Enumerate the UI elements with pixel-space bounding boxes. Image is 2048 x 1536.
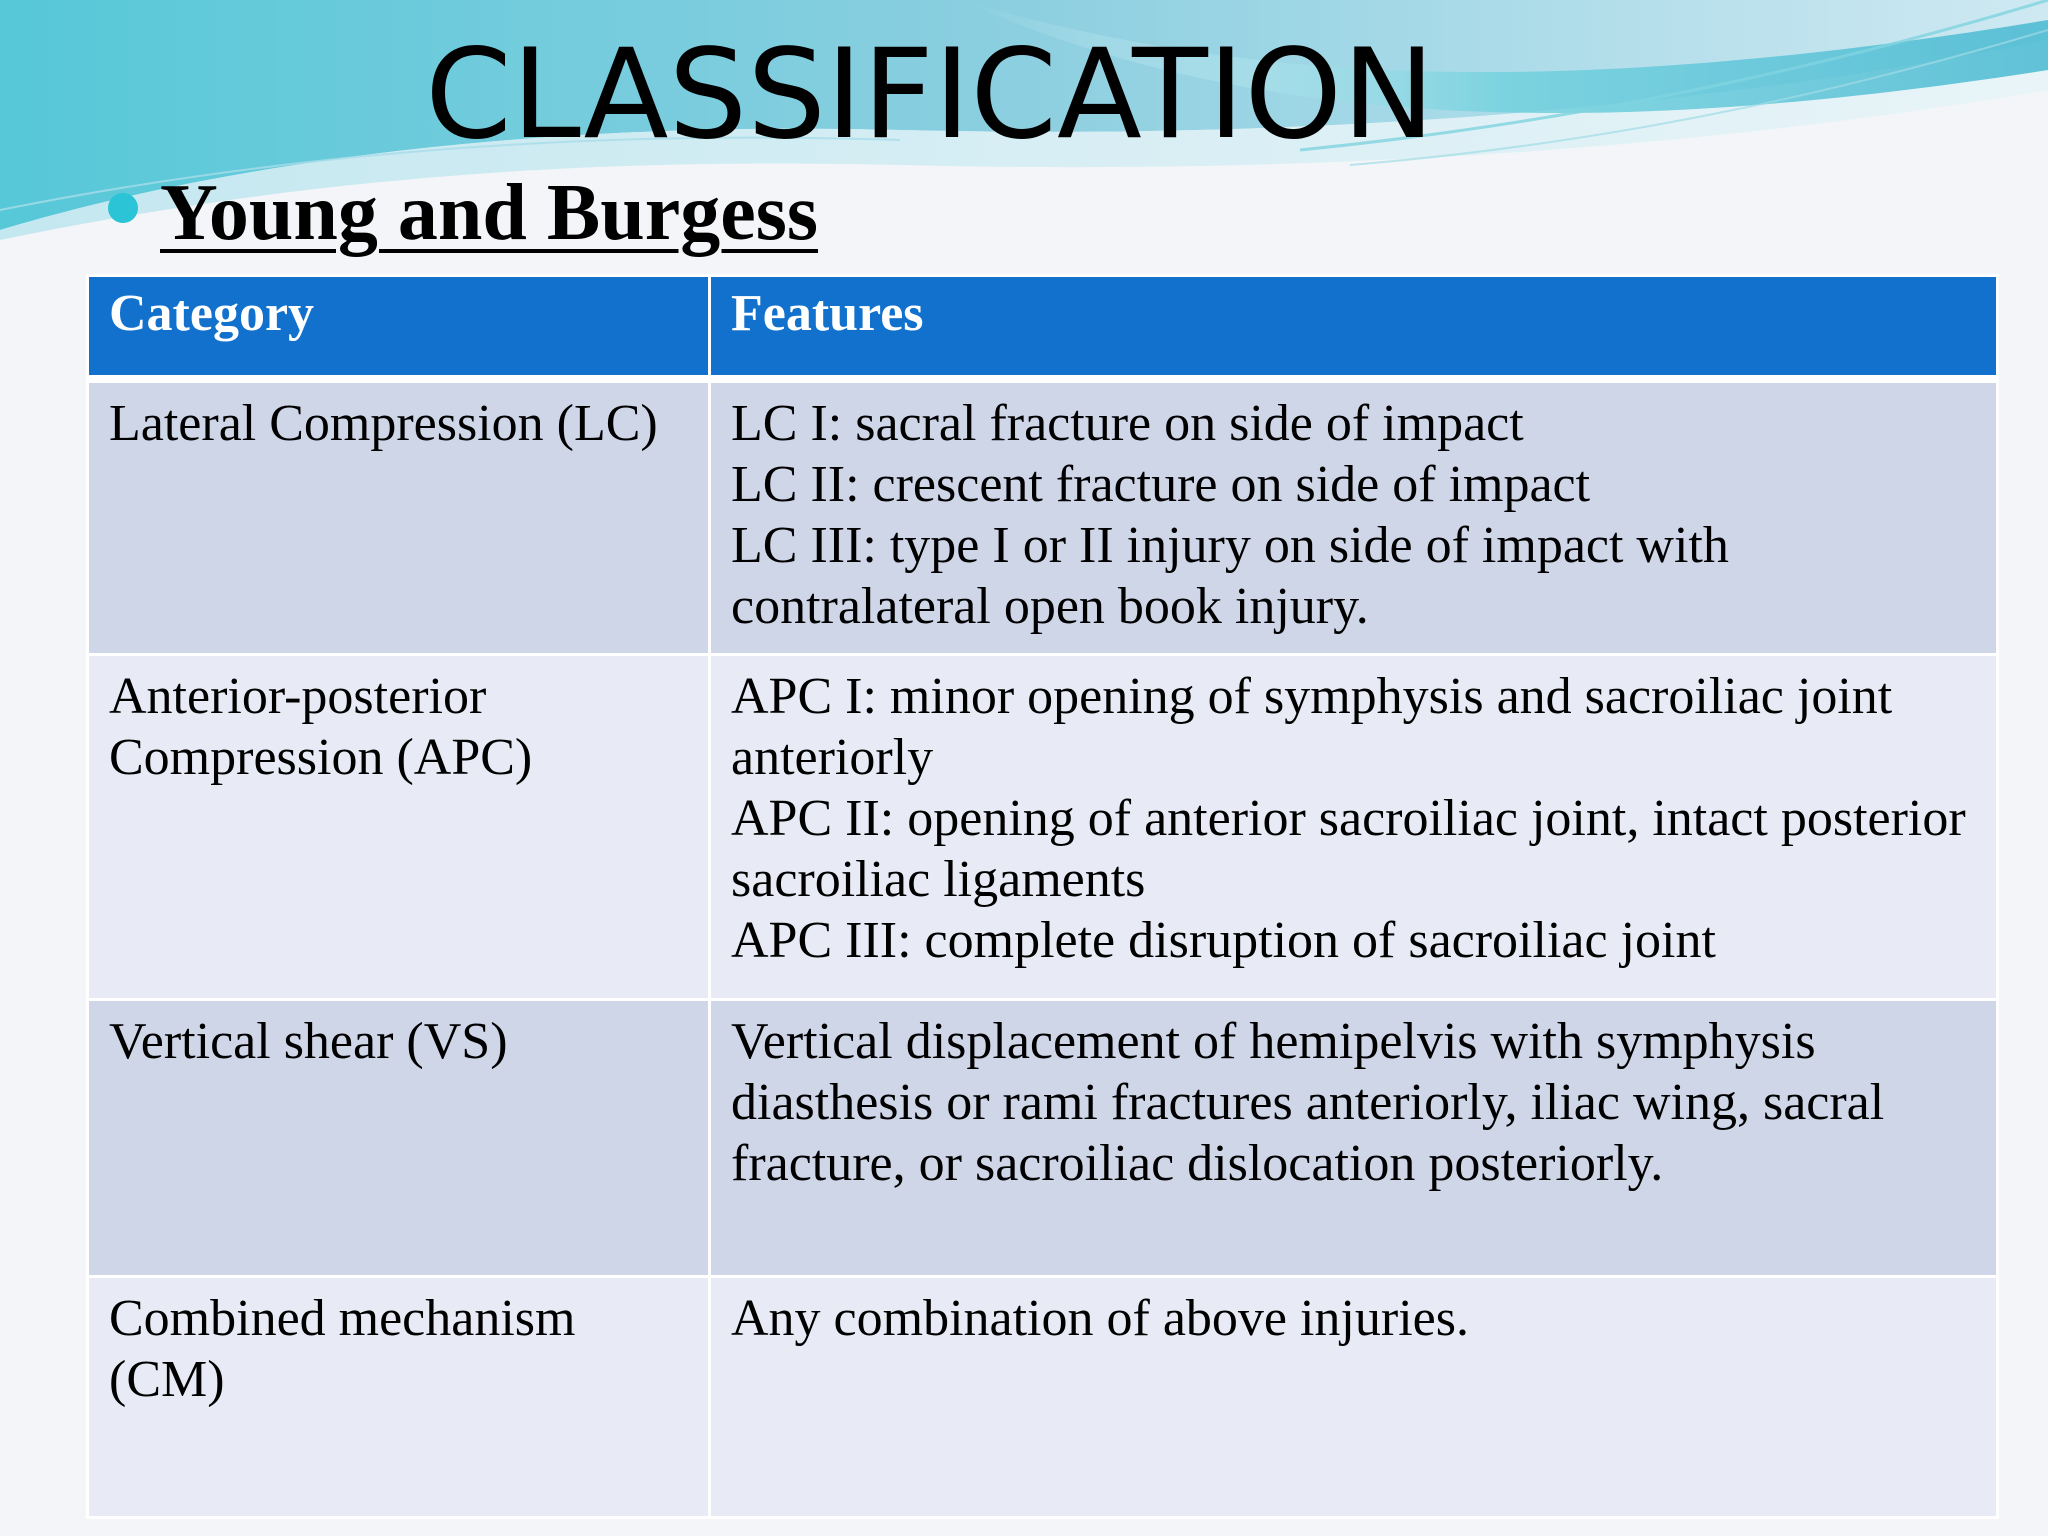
table-header-row	[88, 276, 1998, 380]
features-cell	[710, 379, 1998, 655]
category-cell: Anterior-posterior Compression (APC)	[88, 655, 710, 1000]
feature-line: Vertical displacement of hemipelvis with symphysis diasthesis or rami fractures anteriorly, iliac wing, sacral fracture, or sacroiliac dislocation posteriorly.	[731, 1013, 1885, 1192]
category-cell: Vertical shear (VS)	[88, 1000, 710, 1277]
bullet-icon	[108, 193, 138, 223]
feature-line: APC II: opening of anterior sacroiliac joint, intact posterior sacroiliac ligaments	[731, 790, 1966, 908]
table-row	[88, 379, 1998, 655]
category-cell: Combined mechanism (CM)	[88, 1277, 710, 1518]
slide-title: CLASSIFICATION	[425, 23, 1435, 167]
feature-line: APC III: complete disruption of sacroiliac joint	[731, 912, 1716, 969]
features-cell	[710, 1000, 1998, 1277]
slide-subtitle: Young and Burgess	[160, 169, 819, 257]
table-row	[88, 1000, 1998, 1277]
table-row	[88, 1277, 1998, 1518]
feature-line: LC II: crescent fracture on side of impact	[731, 456, 1591, 513]
header-features: Features	[710, 276, 1998, 380]
subtitle-row	[108, 168, 818, 258]
feature-line: Any combination of above injuries.	[731, 1290, 1469, 1347]
table-row	[88, 655, 1998, 1000]
classification-table	[86, 274, 1999, 1519]
header-category: Category	[88, 276, 710, 380]
feature-line: LC I: sacral fracture on side of impact	[731, 395, 1524, 452]
feature-line: APC I: minor opening of symphysis and sacroiliac joint anteriorly	[731, 668, 1893, 786]
feature-line: LC III: type I or II injury on side of impact with contralateral open book injury.	[731, 517, 1729, 635]
category-cell: Lateral Compression (LC)	[88, 379, 710, 655]
features-cell	[710, 655, 1998, 1000]
features-cell	[710, 1277, 1998, 1518]
